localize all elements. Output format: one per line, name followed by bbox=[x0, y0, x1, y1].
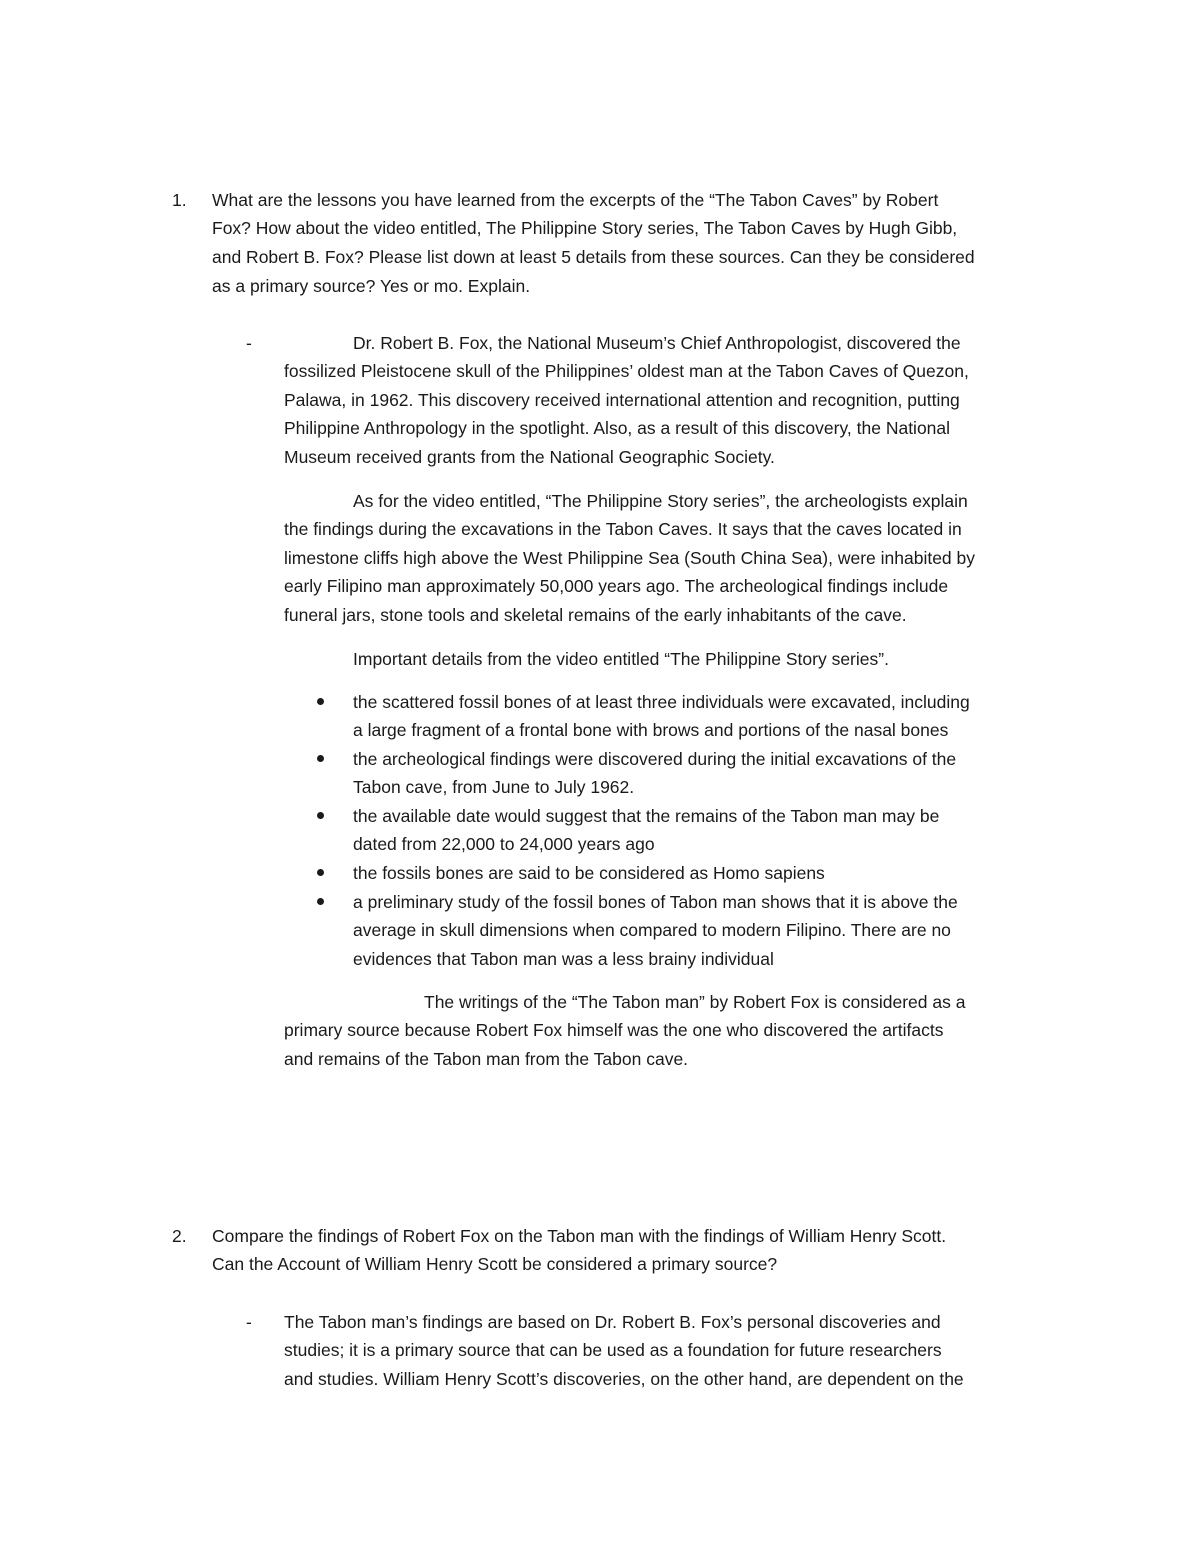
bullet-item-line: the scattered fossil bones of at least three individuals were excavated, including bbox=[353, 692, 970, 712]
answer-1-para1-line: Dr. Robert B. Fox, the National Museum’s Chief Anthropologist, discovered the bbox=[353, 333, 961, 353]
bullet-item-line: a preliminary study of the fossil bones of Tabon man shows that it is above the bbox=[353, 892, 958, 912]
bullet-item-line: the available date would suggest that the remains of the Tabon man may be bbox=[353, 806, 940, 826]
bullet-item-line: dated from 22,000 to 24,000 years ago bbox=[353, 834, 655, 854]
answer-1-dash: - bbox=[246, 333, 252, 353]
bullet-dot bbox=[317, 869, 324, 876]
answer-2-dash: - bbox=[246, 1312, 252, 1332]
answer-2-line: The Tabon man’s findings are based on Dr. Robert B. Fox’s personal discoveries and bbox=[284, 1312, 941, 1332]
bullet-item-line: the fossils bones are said to be considered as Homo sapiens bbox=[353, 863, 825, 883]
answer-1-para2-line: limestone cliffs high above the West Philippine Sea (South China Sea), were inhabited by bbox=[284, 548, 976, 568]
question-1-line: Fox? How about the video entitled, The Philippine Story series, The Tabon Caves by Hugh Gibb, bbox=[212, 218, 958, 238]
conclusion-line: primary source because Robert Fox himself was the one who discovered the artifacts bbox=[284, 1020, 944, 1040]
details-heading: Important details from the video entitled “The Philippine Story series”. bbox=[353, 649, 889, 669]
bullet-item-line: evidences that Tabon man was a less brainy individual bbox=[353, 949, 774, 969]
question-2-number: 2. bbox=[172, 1226, 187, 1246]
answer-2-line: studies; it is a primary source that can be used as a foundation for future researchers bbox=[284, 1340, 942, 1360]
bullet-item-line: Tabon cave, from June to July 1962. bbox=[353, 777, 635, 797]
answer-1-para2-line: the findings during the excavations in the Tabon Caves. It says that the caves located in bbox=[284, 519, 962, 539]
bullet-dot bbox=[317, 898, 324, 905]
bullet-dot bbox=[317, 698, 324, 705]
answer-1-para2-line: funeral jars, stone tools and skeletal remains of the early inhabitants of the cave. bbox=[284, 605, 907, 625]
bullet-dot bbox=[317, 755, 324, 762]
question-1-line: as a primary source? Yes or mo. Explain. bbox=[212, 276, 531, 296]
bullet-item-line: the archeological findings were discovered during the initial excavations of the bbox=[353, 749, 957, 769]
conclusion-line: and remains of the Tabon man from the Tabon cave. bbox=[284, 1049, 689, 1069]
bullet-dot bbox=[317, 812, 324, 819]
bullet-item-line: average in skull dimensions when compared to modern Filipino. There are no bbox=[353, 920, 951, 940]
answer-1-para2-line: As for the video entitled, “The Philippine Story series”, the archeologists explain bbox=[353, 491, 968, 511]
answer-1-para1-line: fossilized Pleistocene skull of the Philippines’ oldest man at the Tabon Caves of Quezon, bbox=[284, 361, 969, 381]
conclusion-line: The writings of the “The Tabon man” by Robert Fox is considered as a bbox=[424, 992, 966, 1012]
answer-1-para1-line: Philippine Anthropology in the spotlight. Also, as a result of this discovery, the National bbox=[284, 418, 951, 438]
question-2-line: Can the Account of William Henry Scott be considered a primary source? bbox=[212, 1254, 778, 1274]
question-1-line: and Robert B. Fox? Please list down at least 5 details from these sources. Can they be considered bbox=[212, 247, 975, 267]
question-2-line: Compare the findings of Robert Fox on the Tabon man with the findings of William Henry Scott. bbox=[212, 1226, 947, 1246]
question-1-line: What are the lessons you have learned from the excerpts of the “The Tabon Caves” by Robert bbox=[212, 190, 939, 210]
answer-1-para2-line: early Filipino man approximately 50,000 years ago. The archeological findings include bbox=[284, 576, 949, 596]
answer-1-para1-line: Museum received grants from the National Geographic Society. bbox=[284, 447, 775, 467]
bullet-item-line: a large fragment of a frontal bone with brows and portions of the nasal bones bbox=[353, 720, 949, 740]
question-1-number: 1. bbox=[172, 190, 187, 210]
answer-2-line: and studies. William Henry Scott’s discoveries, on the other hand, are dependent on the bbox=[284, 1369, 964, 1389]
answer-1-para1-line: Palawa, in 1962. This discovery received international attention and recognition, putting bbox=[284, 390, 960, 410]
